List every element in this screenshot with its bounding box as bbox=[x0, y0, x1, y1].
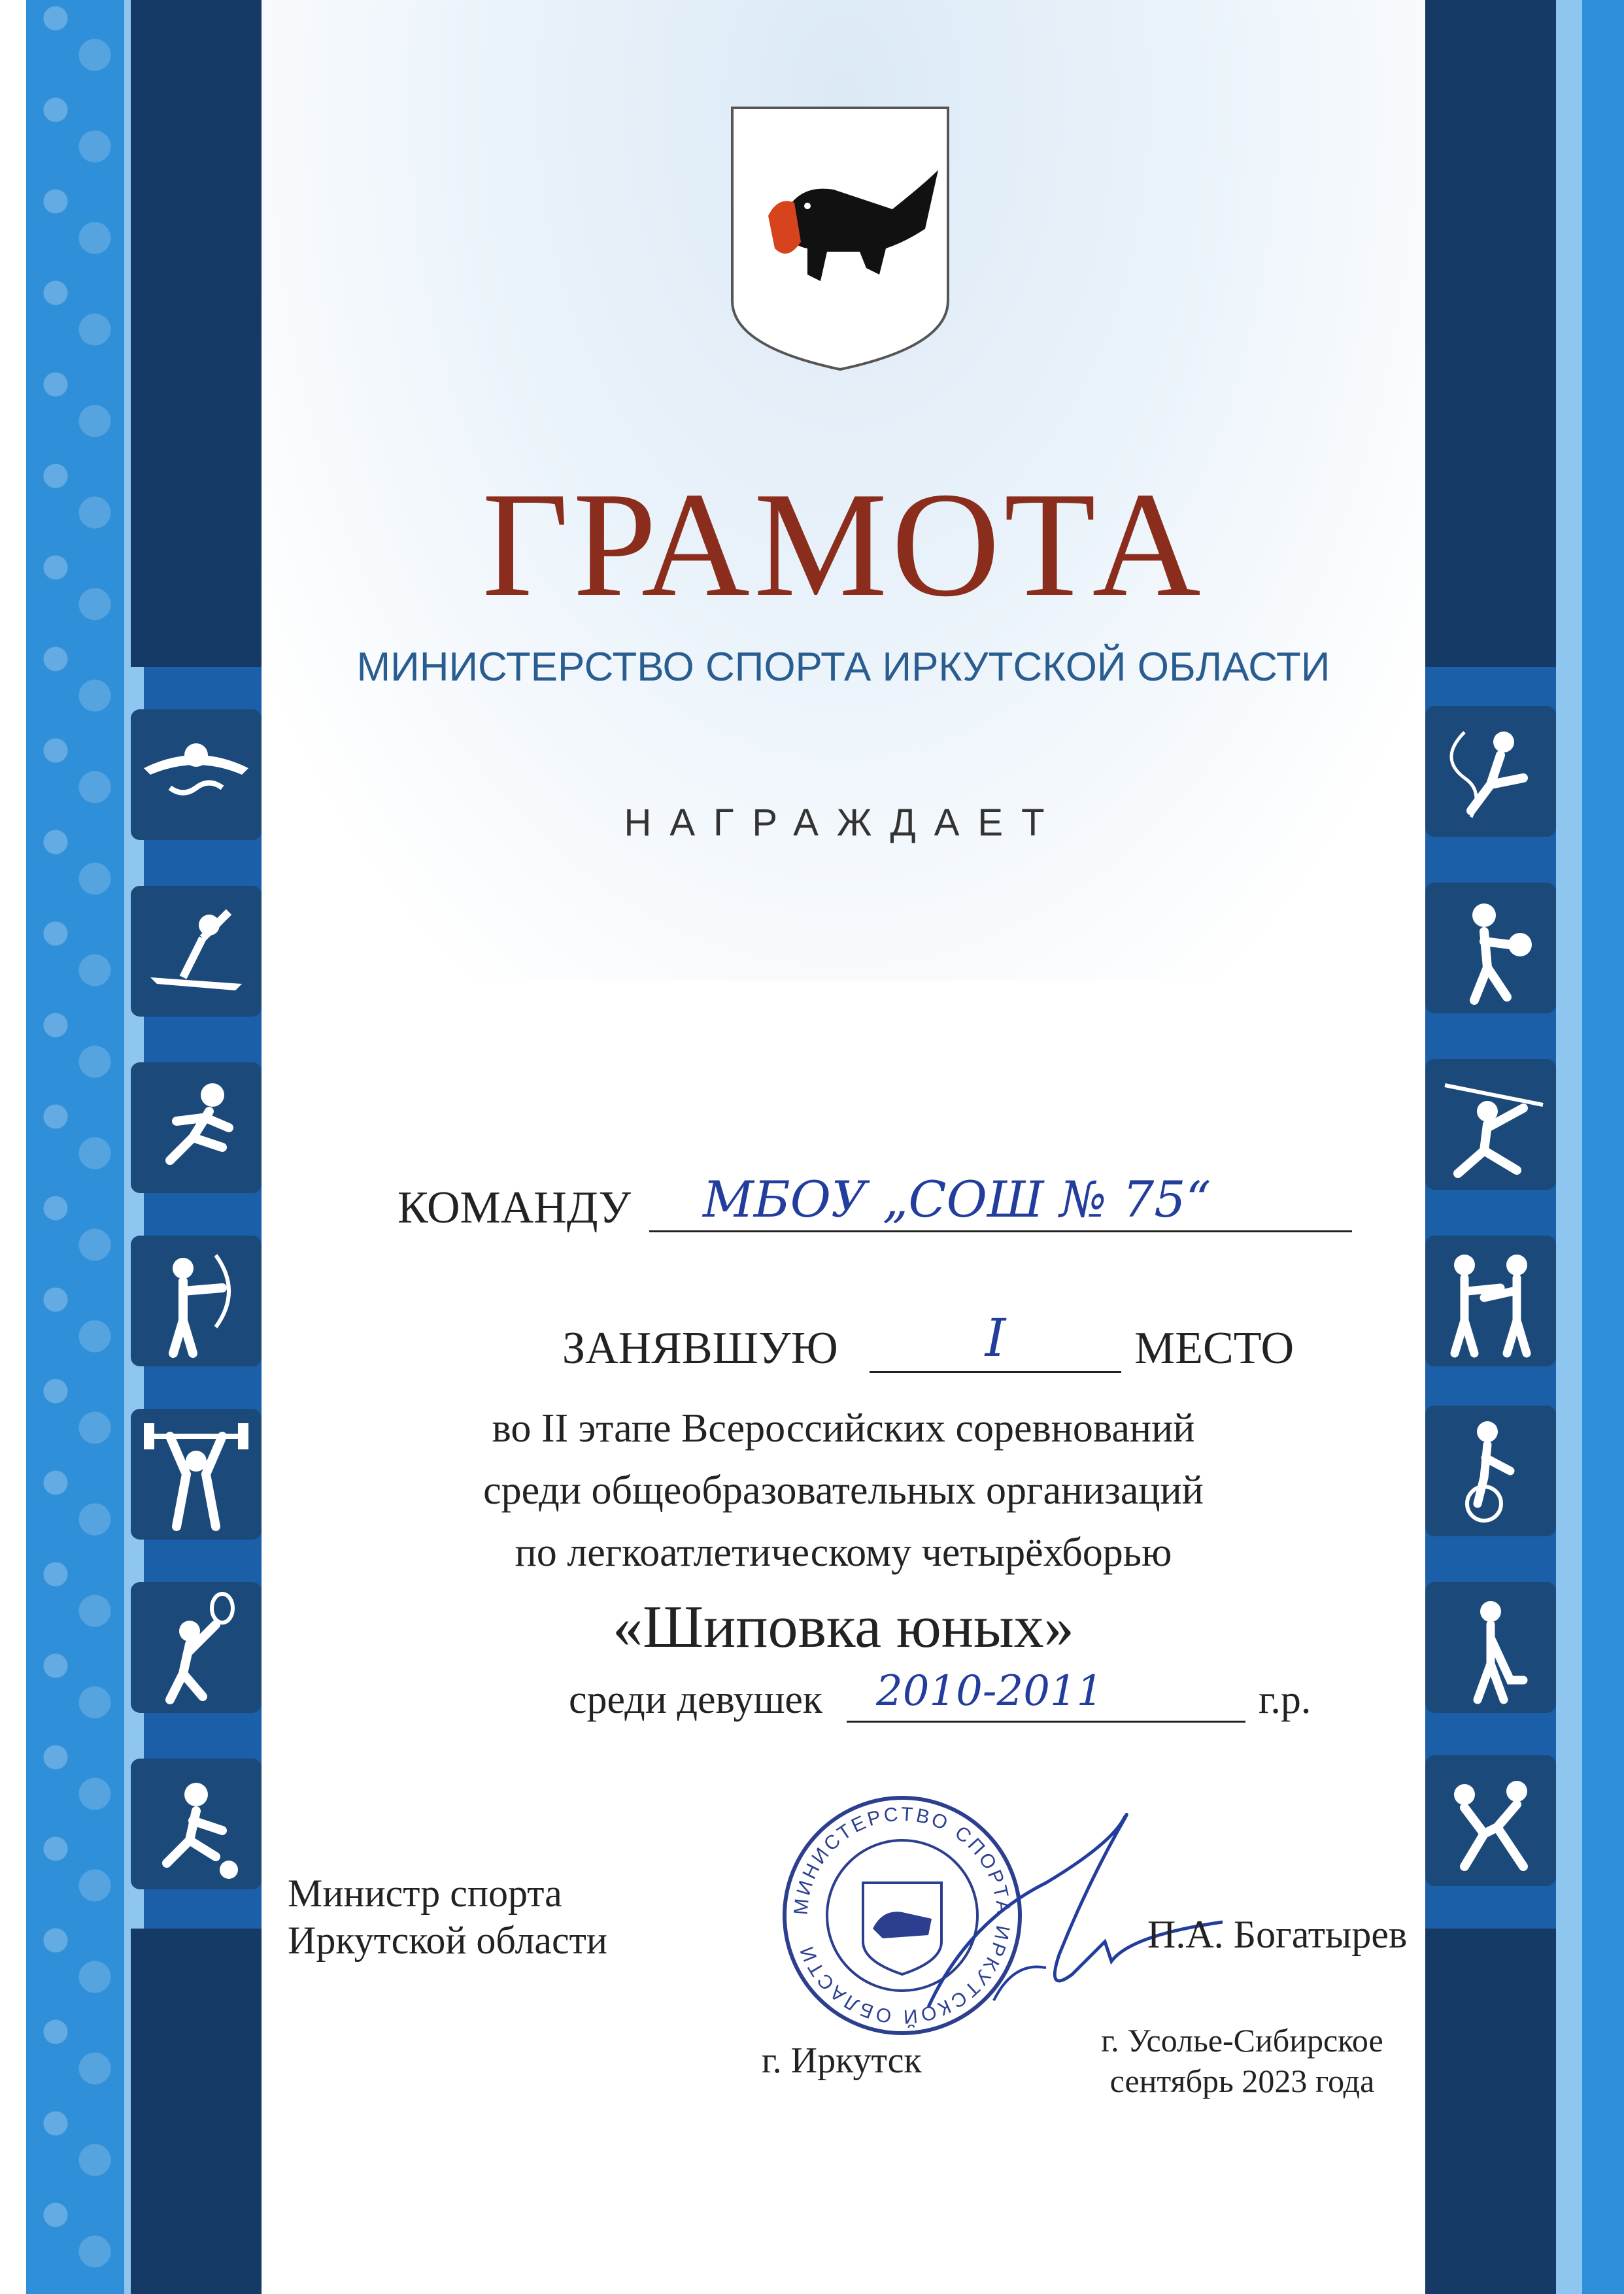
gymnast-icon bbox=[131, 886, 262, 1017]
weightlifter-icon bbox=[131, 1409, 262, 1540]
issuer-name: МИНИСТЕРСТВО СПОРТА ИРКУТСКОЙ ОБЛАСТИ bbox=[356, 645, 1330, 690]
basketball-icon bbox=[1425, 883, 1556, 1013]
category-label: среди девушек bbox=[569, 1678, 823, 1722]
venue-line-1: г. Усолье-Сибирское bbox=[1101, 2022, 1383, 2059]
place-label-before: ЗАНЯВШУЮ bbox=[562, 1323, 838, 1374]
category-value: 2010-2011 bbox=[876, 1667, 1104, 1715]
place-value: I bbox=[985, 1307, 1006, 1368]
left-bottom-panel bbox=[131, 1929, 262, 2294]
signatory-line-1: Министр спорта bbox=[288, 1872, 562, 1915]
issue-city: г. Иркутск bbox=[762, 2040, 922, 2081]
left-top-panel bbox=[131, 0, 262, 667]
competition-name: «Шиповка юных» bbox=[613, 1593, 1074, 1660]
venue-line-2: сентябрь 2023 года bbox=[1109, 2063, 1375, 2099]
runner-icon bbox=[131, 1062, 262, 1193]
ribbon-gymnast-icon bbox=[1425, 706, 1556, 837]
left-floral-border bbox=[26, 0, 124, 2294]
stamp-text: МИНИСТЕРСТВО СПОРТА ИРКУТСКОЙ ОБЛАСТИ bbox=[790, 1803, 1015, 2028]
description-line-1: во II этапе Всероссийских соревнований bbox=[492, 1406, 1195, 1451]
award-verb: НАГРАЖДАЕТ bbox=[624, 801, 1063, 844]
signatory-title bbox=[288, 1870, 607, 1964]
boxing-icon bbox=[1425, 1236, 1556, 1366]
javelin-icon bbox=[1425, 1059, 1556, 1190]
right-light-stripe bbox=[1556, 0, 1582, 2294]
hockey-icon bbox=[1425, 1582, 1556, 1713]
signatory-line-2: Иркутской области bbox=[288, 1919, 607, 1962]
team-label: КОМАНДУ bbox=[398, 1183, 632, 1233]
right-bottom-panel bbox=[1425, 1929, 1556, 2294]
certificate-title: ГРАМОТА bbox=[482, 461, 1205, 628]
football-icon bbox=[131, 1759, 262, 1889]
right-floral-border bbox=[1582, 0, 1624, 2294]
description-line-2: среди общеобразовательных организаций bbox=[483, 1468, 1204, 1513]
place-label-after: МЕСТО bbox=[1134, 1323, 1294, 1374]
tennis-icon bbox=[131, 1582, 262, 1713]
venue-date bbox=[1072, 2020, 1412, 2101]
wrestling-icon bbox=[1425, 1755, 1556, 1886]
team-value: МБОУ „СОШ № 75“ bbox=[703, 1170, 1211, 1228]
coat-of-arms-icon bbox=[729, 105, 951, 373]
cyclist-icon bbox=[1425, 1406, 1556, 1536]
description-line-3: по легкоатлетическому четырёхборью bbox=[515, 1530, 1172, 1575]
swimming-icon bbox=[131, 709, 262, 840]
signer-name: П.А. Богатырев bbox=[1147, 1913, 1408, 1956]
right-top-panel bbox=[1425, 0, 1556, 667]
archer-icon bbox=[131, 1236, 262, 1366]
category-suffix: г.р. bbox=[1259, 1678, 1311, 1722]
